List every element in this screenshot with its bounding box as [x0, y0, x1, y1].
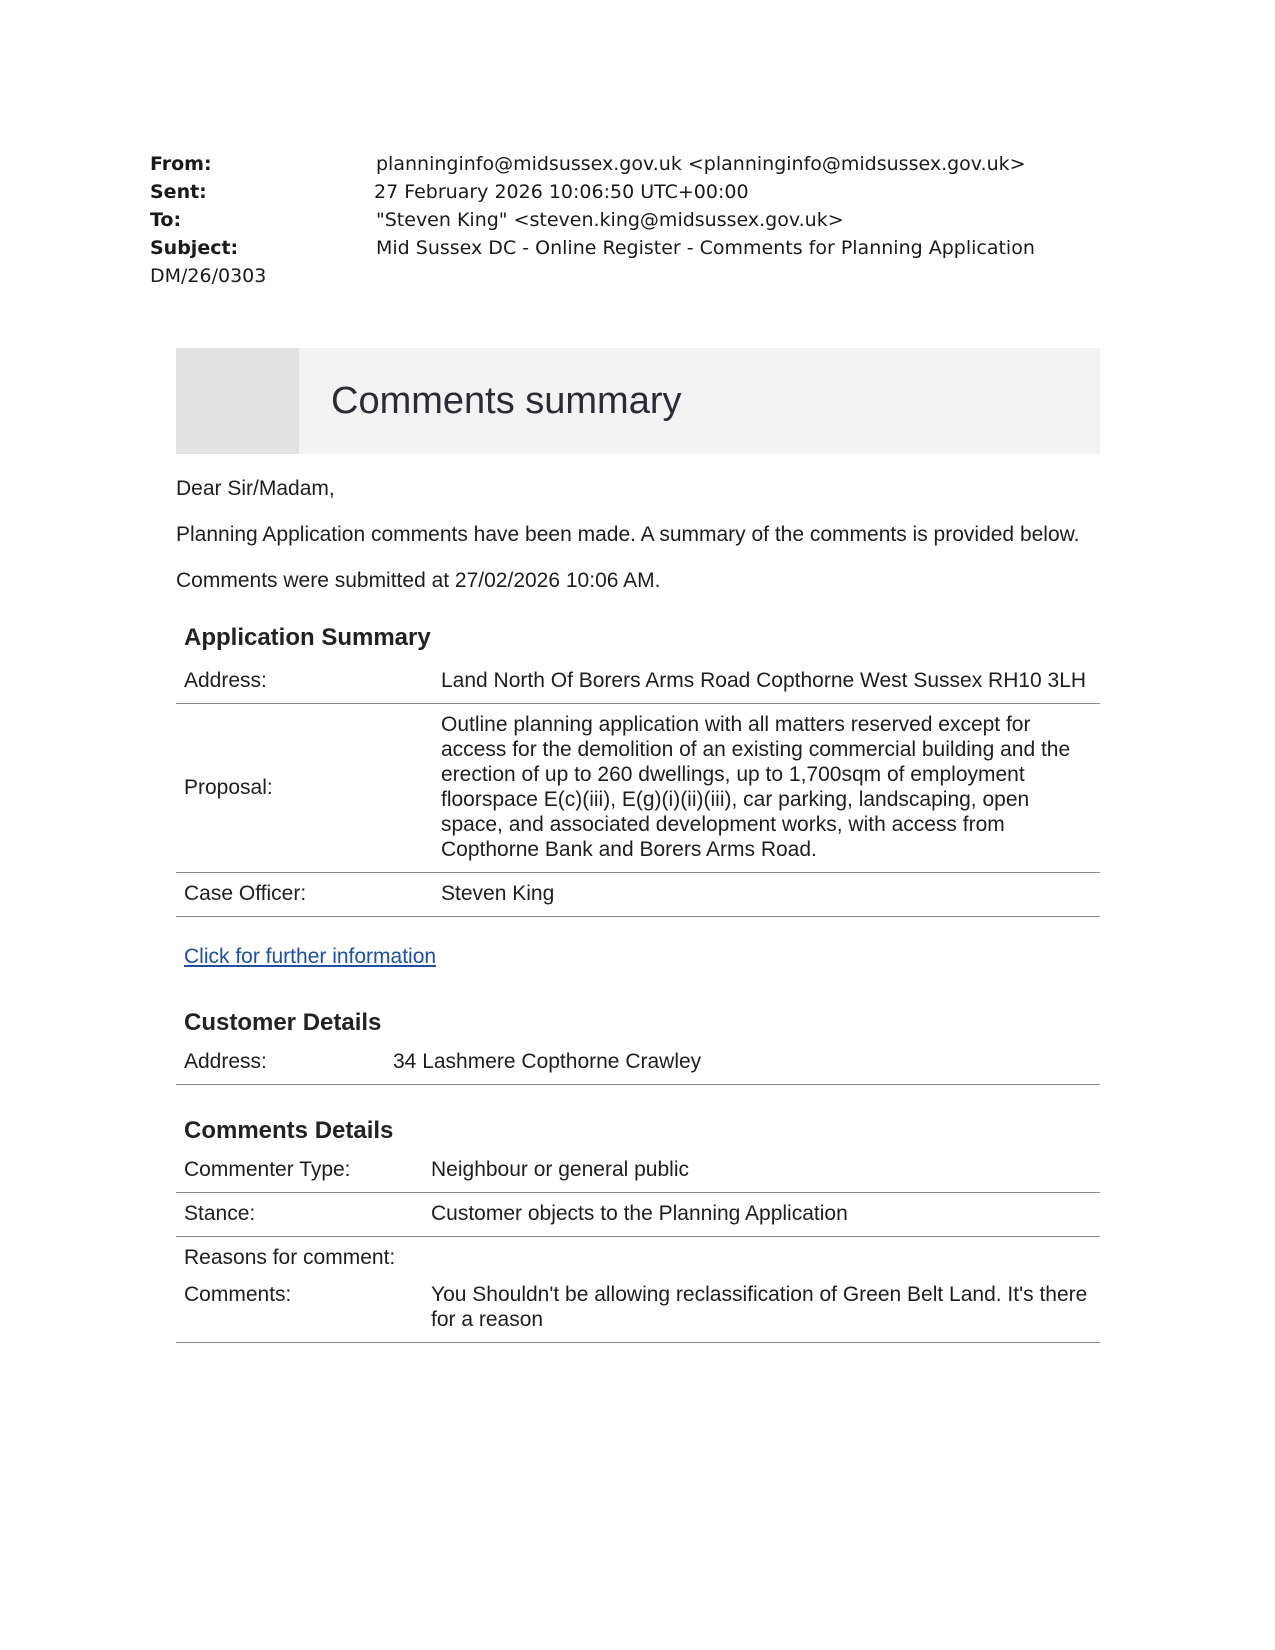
intro-text: Planning Application comments have been made. A summary of the comments is provided below.: [176, 523, 1080, 546]
table-row: [176, 660, 1100, 704]
application-summary-table: [176, 660, 1100, 917]
email-header: [150, 150, 1150, 290]
sent-value: 27 February 2026 10:06:50 UTC+00:00: [374, 181, 749, 203]
table-row: [176, 1274, 1100, 1343]
comments-details-heading: Comments Details: [184, 1117, 394, 1144]
from-value: planninginfo@midsussex.gov.uk <planninginfo@midsussex.gov.uk>: [376, 153, 1026, 175]
banner-title: Comments summary: [331, 380, 682, 422]
to-value: "Steven King" <steven.king@midsussex.gov.uk>: [376, 209, 844, 231]
table-row: [176, 1237, 1100, 1275]
sent-label: Sent:: [150, 181, 207, 203]
greeting: Dear Sir/Madam,: [176, 477, 335, 500]
stance-value: Customer objects to the Planning Application: [423, 1193, 1100, 1237]
banner-side-block: [176, 348, 299, 454]
email-body: [176, 348, 1100, 1343]
customer-details-heading: Customer Details: [184, 1009, 382, 1036]
submitted-text: Comments were submitted at 27/02/2026 10:06 AM.: [176, 569, 661, 592]
comments-summary-banner: [176, 348, 1100, 454]
address-value: Land North Of Borers Arms Road Copthorne West Sussex RH10 3LH: [433, 660, 1100, 704]
commenter-type-value: Neighbour or general public: [423, 1149, 1100, 1193]
comments-value: You Shouldn't be allowing reclassification of Green Belt Land. It's there for a reason: [423, 1274, 1100, 1343]
address-label: Address:: [176, 660, 433, 704]
proposal-label: Proposal:: [176, 704, 433, 873]
sent-row: [150, 178, 1150, 206]
subject-value: Mid Sussex DC - Online Register - Comments for Planning Application: [376, 237, 1035, 259]
table-row: [176, 704, 1100, 873]
comments-details-table: [176, 1149, 1100, 1343]
table-row: [176, 1041, 1100, 1085]
stance-label: Stance:: [176, 1193, 423, 1237]
subject-label: Subject:: [150, 237, 239, 259]
subject-continuation: DM/26/0303: [150, 265, 267, 287]
application-summary-heading: Application Summary: [184, 624, 431, 651]
customer-details-table: [176, 1041, 1100, 1085]
commenter-type-label: Commenter Type:: [176, 1149, 423, 1193]
subject-row: [150, 234, 1150, 262]
proposal-value: Outline planning application with all matters reserved except for access for the demolition of an existing commercial building and the erection of up to 260 dwellings, up to 1,700sqm of employment floorspace E(c)(iii), E(g)(i)(ii)(iii), car parking, landscaping, open space, and associated development works, with access from Copthorne Bank and Borers Arms Road.: [433, 704, 1100, 873]
from-label: From:: [150, 153, 212, 175]
case-officer-label: Case Officer:: [176, 873, 433, 917]
customer-address-value: 34 Lashmere Copthorne Crawley: [385, 1041, 1100, 1085]
to-label: To:: [150, 209, 182, 231]
table-row: [176, 1193, 1100, 1237]
to-row: [150, 206, 1150, 234]
case-officer-value: Steven King: [433, 873, 1100, 917]
table-row: [176, 1149, 1100, 1193]
comments-label: Comments:: [176, 1274, 423, 1343]
table-row: [176, 873, 1100, 917]
reasons-label: Reasons for comment:: [184, 1246, 396, 1269]
from-row: [150, 150, 1150, 178]
customer-address-label: Address:: [176, 1041, 385, 1085]
further-information-link[interactable]: Click for further information: [184, 945, 437, 968]
